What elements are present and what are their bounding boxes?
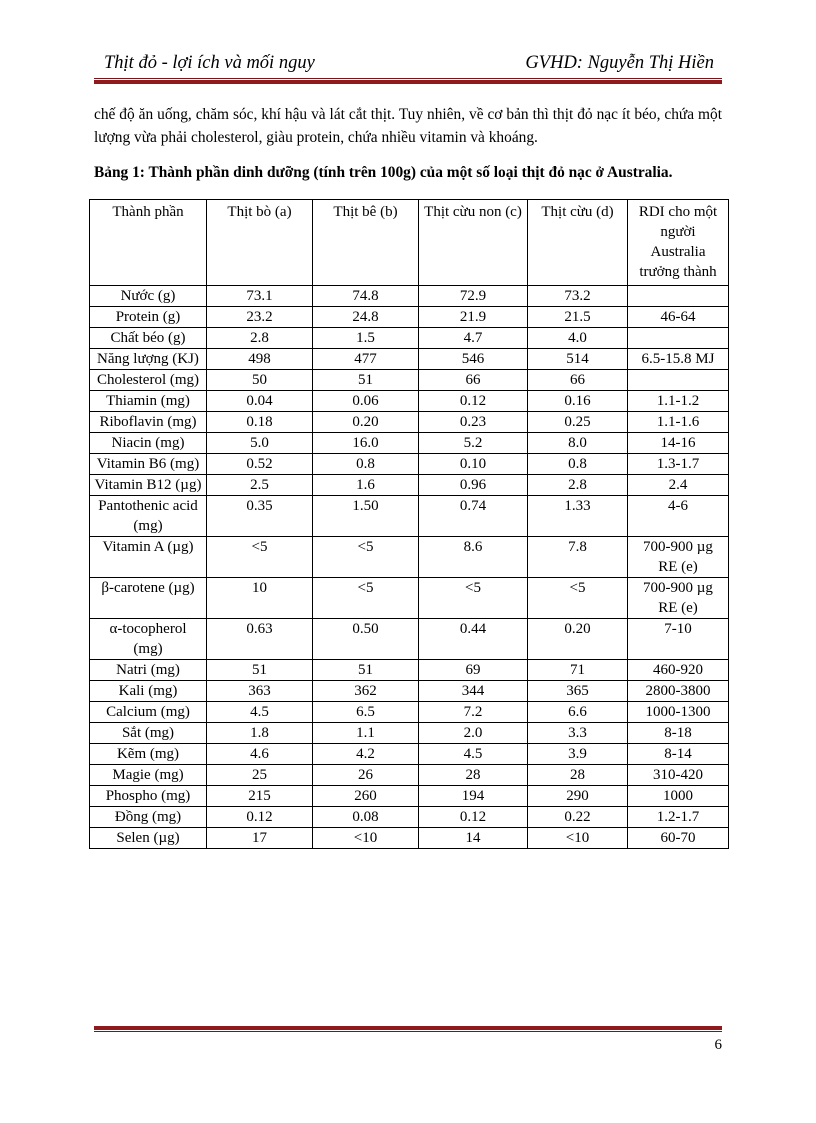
cell-lamb: 2.0 <box>419 723 528 744</box>
cell-component: Protein (g) <box>90 307 207 328</box>
cell-veal: 362 <box>313 681 419 702</box>
cell-beef: 498 <box>207 349 313 370</box>
cell-veal: <10 <box>313 828 419 849</box>
table-row <box>90 286 729 307</box>
cell-veal: <5 <box>313 537 419 578</box>
cell-rdi <box>628 286 729 307</box>
cell-lamb: <5 <box>419 578 528 619</box>
cell-beef: 0.18 <box>207 412 313 433</box>
table-row <box>90 702 729 723</box>
page-number: 6 <box>714 1037 722 1053</box>
cell-component: Niacin (mg) <box>90 433 207 454</box>
cell-component: Thiamin (mg) <box>90 391 207 412</box>
cell-beef: 17 <box>207 828 313 849</box>
cell-rdi: 700-900 µg RE (e) <box>628 537 729 578</box>
cell-beef: 0.63 <box>207 619 313 660</box>
cell-beef: 0.52 <box>207 454 313 475</box>
cell-beef: 51 <box>207 660 313 681</box>
cell-rdi: 6.5-15.8 MJ <box>628 349 729 370</box>
col-header-lamb: Thịt cừu non (c) <box>419 200 528 286</box>
cell-component: Magie (mg) <box>90 765 207 786</box>
intro-paragraph: chế độ ăn uống, chăm sóc, khí hậu và lát cắt thịt. Tuy nhiên, về cơ bản thì thịt đỏ nạc ít béo, chứa một lượng vừa phải cholesterol, giàu protein, chứa nhiều vitamin và khoáng. <box>94 106 722 146</box>
cell-veal: 1.1 <box>313 723 419 744</box>
cell-mutton: 7.8 <box>528 537 628 578</box>
cell-beef: 2.5 <box>207 475 313 496</box>
cell-rdi: 700-900 µg RE (e) <box>628 578 729 619</box>
table-row <box>90 619 729 660</box>
cell-veal: 0.20 <box>313 412 419 433</box>
cell-veal: 0.06 <box>313 391 419 412</box>
cell-component: Vitamin A (µg) <box>90 537 207 578</box>
cell-rdi: 1000-1300 <box>628 702 729 723</box>
cell-rdi: 460-920 <box>628 660 729 681</box>
cell-veal: 6.5 <box>313 702 419 723</box>
cell-lamb: 0.44 <box>419 619 528 660</box>
cell-mutton: 0.25 <box>528 412 628 433</box>
cell-lamb: 4.7 <box>419 328 528 349</box>
cell-rdi: 310-420 <box>628 765 729 786</box>
cell-rdi: 1.3-1.7 <box>628 454 729 475</box>
table-row <box>90 578 729 619</box>
cell-veal: <5 <box>313 578 419 619</box>
cell-beef: 0.04 <box>207 391 313 412</box>
cell-lamb: 8.6 <box>419 537 528 578</box>
table-row <box>90 412 729 433</box>
cell-rdi: 60-70 <box>628 828 729 849</box>
cell-rdi: 1.1-1.2 <box>628 391 729 412</box>
table-row <box>90 475 729 496</box>
cell-lamb: 0.74 <box>419 496 528 537</box>
cell-veal: 0.8 <box>313 454 419 475</box>
cell-beef: 23.2 <box>207 307 313 328</box>
cell-component: Phospho (mg) <box>90 786 207 807</box>
table-row <box>90 496 729 537</box>
cell-veal: 16.0 <box>313 433 419 454</box>
cell-veal: 260 <box>313 786 419 807</box>
cell-lamb: 28 <box>419 765 528 786</box>
cell-rdi <box>628 370 729 391</box>
cell-mutton: 0.22 <box>528 807 628 828</box>
cell-mutton: <10 <box>528 828 628 849</box>
cell-lamb: 69 <box>419 660 528 681</box>
cell-mutton: 66 <box>528 370 628 391</box>
nutrition-table <box>89 199 729 849</box>
cell-rdi: 1000 <box>628 786 729 807</box>
cell-mutton: 0.20 <box>528 619 628 660</box>
cell-rdi: 8-14 <box>628 744 729 765</box>
col-header-mutton: Thịt cừu (d) <box>528 200 628 286</box>
cell-mutton: <5 <box>528 578 628 619</box>
cell-component: Vitamin B6 (mg) <box>90 454 207 475</box>
cell-rdi: 46-64 <box>628 307 729 328</box>
col-header-rdi: RDI cho một người Australia trưởng thành <box>628 200 729 286</box>
cell-mutton: 73.2 <box>528 286 628 307</box>
cell-lamb: 344 <box>419 681 528 702</box>
header-divider <box>94 78 722 84</box>
cell-beef: 0.12 <box>207 807 313 828</box>
cell-lamb: 7.2 <box>419 702 528 723</box>
cell-rdi: 4-6 <box>628 496 729 537</box>
table-row <box>90 349 729 370</box>
cell-component: Sắt (mg) <box>90 723 207 744</box>
table-row <box>90 786 729 807</box>
table-row <box>90 391 729 412</box>
cell-lamb: 0.96 <box>419 475 528 496</box>
cell-mutton: 8.0 <box>528 433 628 454</box>
cell-lamb: 21.9 <box>419 307 528 328</box>
table-row <box>90 765 729 786</box>
cell-veal: 1.5 <box>313 328 419 349</box>
cell-beef: <5 <box>207 537 313 578</box>
col-header-component: Thành phần <box>90 200 207 286</box>
cell-mutton: 4.0 <box>528 328 628 349</box>
cell-component: Riboflavin (mg) <box>90 412 207 433</box>
cell-mutton: 365 <box>528 681 628 702</box>
table-row <box>90 537 729 578</box>
cell-component: Calcium (mg) <box>90 702 207 723</box>
cell-rdi: 2.4 <box>628 475 729 496</box>
cell-veal: 51 <box>313 370 419 391</box>
cell-rdi: 14-16 <box>628 433 729 454</box>
cell-component: Kẽm (mg) <box>90 744 207 765</box>
header-title: Thịt đỏ - lợi ích và mối nguy <box>104 53 315 73</box>
cell-mutton: 3.9 <box>528 744 628 765</box>
cell-component: Nước (g) <box>90 286 207 307</box>
cell-veal: 477 <box>313 349 419 370</box>
cell-beef: 0.35 <box>207 496 313 537</box>
cell-lamb: 0.10 <box>419 454 528 475</box>
cell-beef: 5.0 <box>207 433 313 454</box>
col-header-veal: Thịt bê (b) <box>313 200 419 286</box>
table-row <box>90 370 729 391</box>
cell-veal: 0.50 <box>313 619 419 660</box>
cell-component: Đồng (mg) <box>90 807 207 828</box>
cell-component: Kali (mg) <box>90 681 207 702</box>
table-row <box>90 307 729 328</box>
cell-mutton: 290 <box>528 786 628 807</box>
cell-veal: 1.6 <box>313 475 419 496</box>
cell-rdi: 1.2-1.7 <box>628 807 729 828</box>
cell-veal: 24.8 <box>313 307 419 328</box>
cell-rdi: 2800-3800 <box>628 681 729 702</box>
cell-beef: 1.8 <box>207 723 313 744</box>
cell-beef: 50 <box>207 370 313 391</box>
cell-veal: 1.50 <box>313 496 419 537</box>
cell-veal: 4.2 <box>313 744 419 765</box>
cell-lamb: 5.2 <box>419 433 528 454</box>
table-row <box>90 828 729 849</box>
cell-beef: 2.8 <box>207 328 313 349</box>
table-row <box>90 807 729 828</box>
cell-component: Vitamin B12 (µg) <box>90 475 207 496</box>
cell-lamb: 14 <box>419 828 528 849</box>
cell-rdi <box>628 328 729 349</box>
cell-mutton: 514 <box>528 349 628 370</box>
cell-beef: 25 <box>207 765 313 786</box>
cell-veal: 51 <box>313 660 419 681</box>
table-row <box>90 723 729 744</box>
page-header <box>94 50 722 76</box>
cell-mutton: 0.16 <box>528 391 628 412</box>
cell-beef: 363 <box>207 681 313 702</box>
cell-rdi: 7-10 <box>628 619 729 660</box>
cell-mutton: 2.8 <box>528 475 628 496</box>
cell-mutton: 21.5 <box>528 307 628 328</box>
cell-beef: 73.1 <box>207 286 313 307</box>
cell-component: Chất béo (g) <box>90 328 207 349</box>
cell-veal: 26 <box>313 765 419 786</box>
cell-component: Cholesterol (mg) <box>90 370 207 391</box>
cell-component: Natri (mg) <box>90 660 207 681</box>
cell-mutton: 28 <box>528 765 628 786</box>
cell-component: α-tocopherol (mg) <box>90 619 207 660</box>
cell-beef: 10 <box>207 578 313 619</box>
cell-mutton: 3.3 <box>528 723 628 744</box>
header-instructor: GVHD: Nguyễn Thị Hiền <box>525 53 714 73</box>
cell-mutton: 6.6 <box>528 702 628 723</box>
table-row <box>90 744 729 765</box>
table-row <box>90 454 729 475</box>
table-row <box>90 660 729 681</box>
cell-lamb: 66 <box>419 370 528 391</box>
cell-lamb: 72.9 <box>419 286 528 307</box>
cell-mutton: 0.8 <box>528 454 628 475</box>
cell-lamb: 0.23 <box>419 412 528 433</box>
cell-component: Năng lượng (KJ) <box>90 349 207 370</box>
cell-beef: 4.6 <box>207 744 313 765</box>
cell-lamb: 0.12 <box>419 391 528 412</box>
cell-mutton: 1.33 <box>528 496 628 537</box>
cell-beef: 4.5 <box>207 702 313 723</box>
cell-rdi: 8-18 <box>628 723 729 744</box>
table-caption: Bảng 1: Thành phần dinh dưỡng (tính trên 100g) của một số loại thịt đỏ nạc ở Australia. <box>94 164 673 181</box>
cell-lamb: 546 <box>419 349 528 370</box>
table-body <box>90 286 729 849</box>
cell-lamb: 4.5 <box>419 744 528 765</box>
cell-veal: 74.8 <box>313 286 419 307</box>
cell-component: β-carotene (µg) <box>90 578 207 619</box>
col-header-beef: Thịt bò (a) <box>207 200 313 286</box>
cell-beef: 215 <box>207 786 313 807</box>
table-row <box>90 328 729 349</box>
cell-lamb: 0.12 <box>419 807 528 828</box>
table-header-row <box>90 200 729 286</box>
table-row <box>90 433 729 454</box>
table-row <box>90 681 729 702</box>
cell-lamb: 194 <box>419 786 528 807</box>
cell-component: Pantothenic acid (mg) <box>90 496 207 537</box>
cell-rdi: 1.1-1.6 <box>628 412 729 433</box>
cell-veal: 0.08 <box>313 807 419 828</box>
cell-mutton: 71 <box>528 660 628 681</box>
footer-divider <box>94 1026 722 1032</box>
cell-component: Selen (µg) <box>90 828 207 849</box>
